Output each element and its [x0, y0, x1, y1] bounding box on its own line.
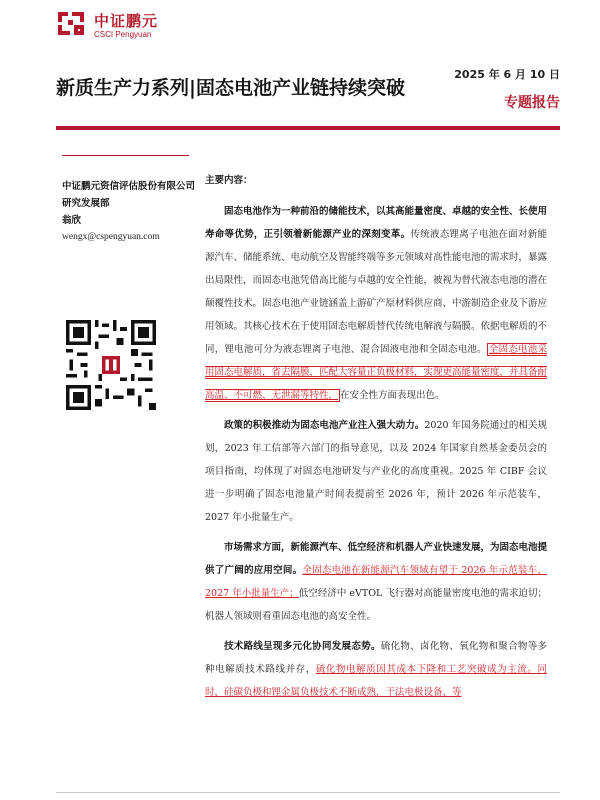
- qr-code-icon: [66, 320, 156, 410]
- paragraph-overview: [205, 200, 547, 407]
- paragraph-lead: 固态电池作为一种前沿的储能技术，以其高能量密度、卓越的安全性、长使用寿命等优势，正引领着新能源产业的深刻变革。: [205, 206, 548, 240]
- paragraph-text: 在安全性方面表现出色。: [340, 390, 445, 401]
- main-content: [205, 200, 547, 711]
- organization-name: 中证鹏元资信评估股份有限公司: [62, 181, 196, 192]
- logo-mark-icon: [56, 8, 86, 38]
- sidebar-divider: [62, 155, 189, 156]
- paragraph-text: 低空经济中 eVTOL 飞行器对高能量密度电池的需求迫切；机器人领域则看重固态电池的高安全性。: [205, 588, 547, 622]
- highlight-text: 全固态电池采用固态电解质，省去隔膜，匹配大容量正负极材料，实现更高能量密度，并具备耐高温、不可燃、无泄漏等特性，: [205, 344, 548, 401]
- author-info: [62, 178, 197, 246]
- paragraph-technology: [205, 635, 547, 704]
- paragraph-policy: [205, 414, 547, 529]
- highlight-text: 硫化物电解质因其成本下降和工艺突破成为主流。同时，硅碳负极和锂金属负极技术不断成熟，干法电极设备、等: [205, 664, 547, 698]
- paragraph-market: [205, 536, 547, 628]
- paragraph-lead: 政策的积极推动为固态电池产业注入强大动力。: [224, 420, 425, 431]
- report-date: 2025 年 6 月 10 日: [454, 68, 560, 81]
- logo-text-en: CSCI Pengyuan: [94, 30, 152, 39]
- author-name: 翁欣: [62, 215, 82, 226]
- logo-text-cn: 中证鹏元: [94, 12, 159, 30]
- paragraph-text: 硫化物、卤化物、氧化物和聚合物等多种电解质技术路线并存，: [205, 641, 547, 675]
- paragraph-text: 传统液态锂离子电池在面对新能源汽车、储能系统、电动航空及智能终端等多元领域对高性能电池的需求时，暴露出局限性，而固态电池凭借高比能与卓越的安全性能，被视为替代液态电池的潜在颠覆性技术。固态电池产业链涵盖上游矿产原材料供应商、中游制造企业及下游应用领域。其核心技术在于使用固态电解质替代传统电解液与隔膜。依据电解质的不同，锂电池可分为液态锂离子电池、混合固液电池和全固态电池。: [205, 229, 548, 355]
- author-email[interactable]: wengx@cspengyuan.com: [62, 232, 160, 242]
- footer-divider: [56, 792, 560, 793]
- paragraph-lead: 技术路线呈现多元化协同发展态势。: [224, 641, 381, 652]
- report-type: 专题报告: [504, 95, 560, 111]
- report-title: 新质生产力系列|固态电池产业链持续突破: [56, 77, 405, 99]
- title-divider: [56, 126, 560, 130]
- highlight-text: 全固态电池在新能源汽车领域有望于 2026 年示范装车，2027 年小批量生产；: [205, 565, 547, 599]
- company-logo: [56, 8, 176, 42]
- paragraph-lead: 市场需求方面，新能源汽车、低空经济和机器人产业快速发展，为固态电池提供了广阔的应用空间。: [205, 542, 548, 576]
- department: 研究发展部: [62, 198, 110, 209]
- paragraph-text: 2020 年国务院通过的相关规划，2023 年工信部等六部门的指导意见，以及 2024 年国家自然基金委员会的项目指南，均体现了对固态电池研发与产业化的高度重视。2025 年 CIBF 会议进一步明确了固态电池量产时间表提前至 2026 年，预计 2026 年示范装车，2027 年小批量生产。: [205, 420, 547, 523]
- section-label: 主要内容：: [205, 175, 253, 186]
